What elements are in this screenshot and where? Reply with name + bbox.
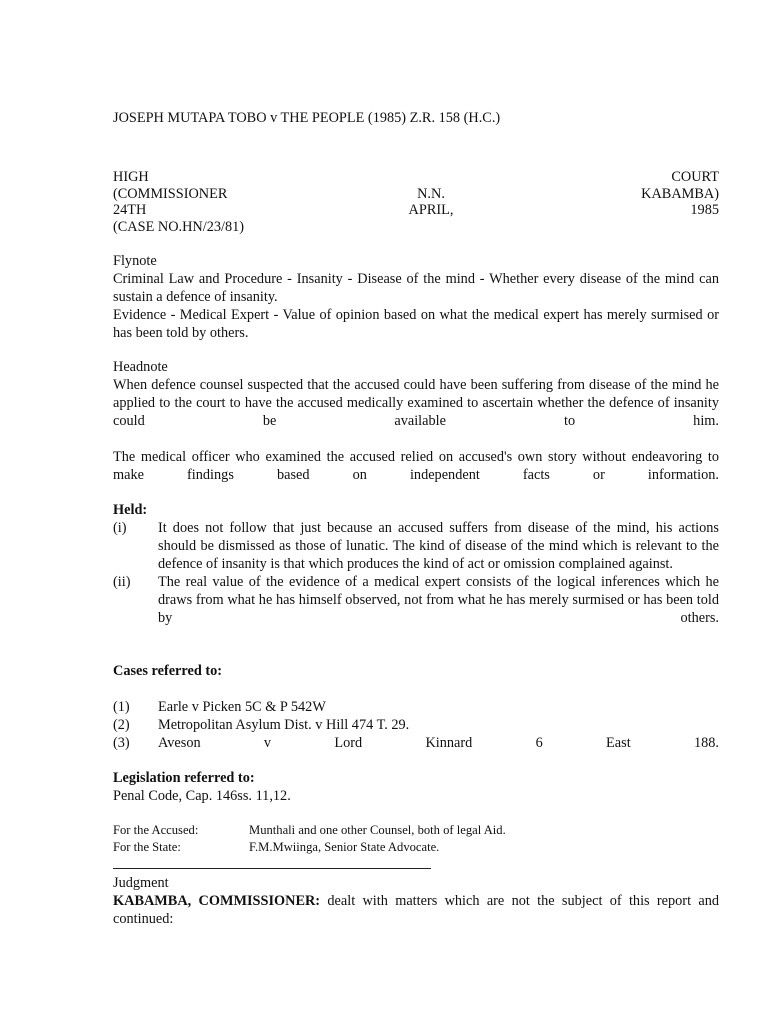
counsel-row: [113, 822, 719, 839]
judgment-body: dealt with matters which are not the subject of this report and continued:: [113, 893, 719, 927]
case-citation: Aveson v Lord Kinnard 6 East 188.: [158, 735, 719, 751]
court-row-3-mid: APRIL,: [408, 202, 454, 218]
held-item-number: (ii): [113, 574, 131, 590]
court-row-3-left: 24TH: [113, 202, 147, 218]
case-number-label: (1): [113, 699, 130, 715]
legislation-heading: Legislation referred to:: [113, 770, 255, 786]
counsel-value: F.M.Mwiinga, Senior State Advocate.: [249, 840, 440, 854]
counsel-label: For the Accused:: [113, 823, 199, 837]
held-item: [113, 573, 719, 627]
flynote-section: [113, 252, 719, 342]
headnote-section: [113, 358, 719, 484]
court-row-1-left: HIGH: [113, 169, 149, 185]
held-heading: Held:: [113, 502, 148, 518]
judgment-heading: Judgment: [113, 875, 169, 891]
counsel-value: Munthali and one other Counsel, both of legal Aid.: [249, 823, 506, 837]
case-title: JOSEPH MUTAPA TOBO v THE PEOPLE (1985) Z.R. 158 (H.C.): [113, 110, 501, 126]
flynote-para-2: Evidence - Medical Expert - Value of opinion based on what the medical expert has merely surmised or has been told by others.: [113, 307, 719, 341]
case-number-label: (2): [113, 717, 130, 733]
held-item: [113, 519, 719, 573]
court-row-1: [113, 168, 719, 185]
case-citation: Earle v Picken 5C & P 542W: [158, 699, 326, 715]
legislation-text: Penal Code, Cap. 146ss. 11,12.: [113, 788, 291, 804]
judgment-text: [113, 892, 719, 928]
case-number: (CASE NO.HN/23/81): [113, 218, 245, 235]
headnote-heading: Headnote: [113, 359, 168, 375]
cases-heading: Cases referred to:: [113, 663, 223, 679]
held-item-text: The real value of the evidence of a medical expert consists of the logical inferences which he draws from what he has himself observed, not from what he has merely surmised or has been told by others.: [158, 574, 719, 626]
court-row-3: [113, 201, 719, 218]
counsel-row: [113, 839, 719, 856]
legislation-section: [113, 769, 719, 805]
flynote-para-1: Criminal Law and Procedure - Insanity - Disease of the mind - Whether every disease of the mind can sustain a defence of insanity.: [113, 271, 719, 305]
court-row-2-mid: N.N.: [417, 185, 445, 202]
headnote-para-2: The medical officer who examined the accused relied on accused's own story without endeavoring to make findings based on independent facts or information.: [113, 449, 719, 483]
held-item-number: (i): [113, 520, 127, 536]
court-row-2-right: KABAMBA): [641, 185, 719, 202]
court-info: [113, 168, 719, 236]
case-number-label: (3): [113, 735, 130, 751]
counsel-section: [113, 822, 719, 856]
held-section: [113, 501, 719, 627]
court-row-2-left: (COMMISSIONER: [113, 185, 228, 202]
court-row-2: [113, 185, 719, 202]
counsel-label: For the State:: [113, 840, 181, 854]
case-item: [113, 716, 719, 734]
case-item: [113, 734, 719, 752]
court-row-3-right: 1985: [690, 202, 719, 218]
held-item-text: It does not follow that just because an accused suffers from disease of the mind, his actions should be dismissed as those of lunatic. The kind of disease of the mind which is relevant to the defence of insanity is that which produces the kind of act or omission complained against.: [158, 520, 719, 572]
court-row-1-right: COURT: [671, 169, 719, 185]
case-citation: Metropolitan Asylum Dist. v Hill 474 T. 29.: [158, 717, 410, 733]
headnote-para-1: When defence counsel suspected that the accused could have been suffering from disease of the mind he applied to the court to have the accused medically examined to ascertain whether the defence of insanity could be available to him.: [113, 377, 719, 429]
judge-name: KABAMBA, COMMISSIONER:: [113, 893, 321, 909]
judgment-section: [113, 874, 719, 928]
case-item: [113, 698, 719, 716]
cases-section: [113, 662, 719, 752]
section-divider: [113, 868, 431, 869]
flynote-heading: Flynote: [113, 253, 157, 269]
